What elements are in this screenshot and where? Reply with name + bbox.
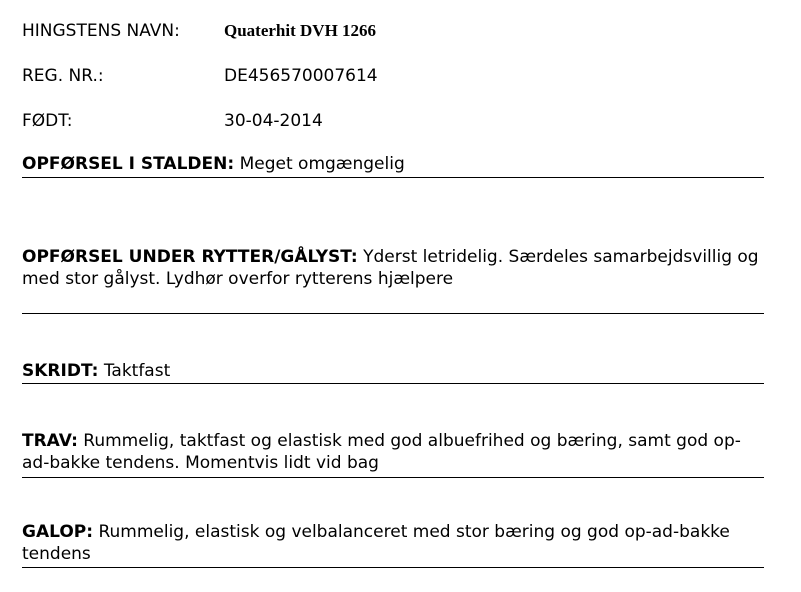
birth-date-value: 30-04-2014	[224, 111, 323, 131]
rider-behaviour-label: OPFØRSEL UNDER RYTTER/GÅLYST:	[22, 247, 358, 267]
divider	[22, 313, 764, 314]
canter-section	[22, 521, 764, 565]
divider	[22, 567, 764, 568]
stable-behaviour-section	[22, 153, 764, 175]
trot-label: TRAV:	[22, 431, 78, 451]
stable-behaviour-label: OPFØRSEL I STALDEN:	[22, 154, 235, 174]
walk-section	[22, 360, 764, 382]
birth-date-label: FØDT:	[22, 111, 73, 131]
divider	[22, 477, 764, 478]
walk-label: SKRIDT:	[22, 361, 99, 381]
reg-number-label: REG. NR.:	[22, 66, 104, 86]
canter-label: GALOP:	[22, 522, 94, 542]
divider	[22, 177, 764, 178]
trot-section	[22, 430, 764, 474]
rider-behaviour-section	[22, 246, 764, 290]
canter-text: Rummelig, elastisk og velbalanceret med stor bæring og god op-ad-bakke tendens	[22, 522, 730, 564]
divider	[22, 383, 764, 384]
stallion-name-value: Quaterhit DVH 1266	[224, 21, 377, 40]
walk-text: Taktfast	[98, 361, 171, 381]
stable-behaviour-text: Meget omgængelig	[234, 154, 405, 174]
stallion-name-label: HINGSTENS NAVN:	[22, 21, 180, 41]
trot-text: Rummelig, taktfast og elastisk med god albuefrihed og bæring, samt god op-ad-bakke tendens. Momentvis lidt vid bag	[22, 431, 741, 473]
reg-number-value: DE456570007614	[224, 66, 378, 86]
rider-behaviour-text: Yderst letridelig. Særdeles samarbejdsvillig og med stor gålyst. Lydhør overfor rytterens hjælpere	[22, 247, 759, 289]
